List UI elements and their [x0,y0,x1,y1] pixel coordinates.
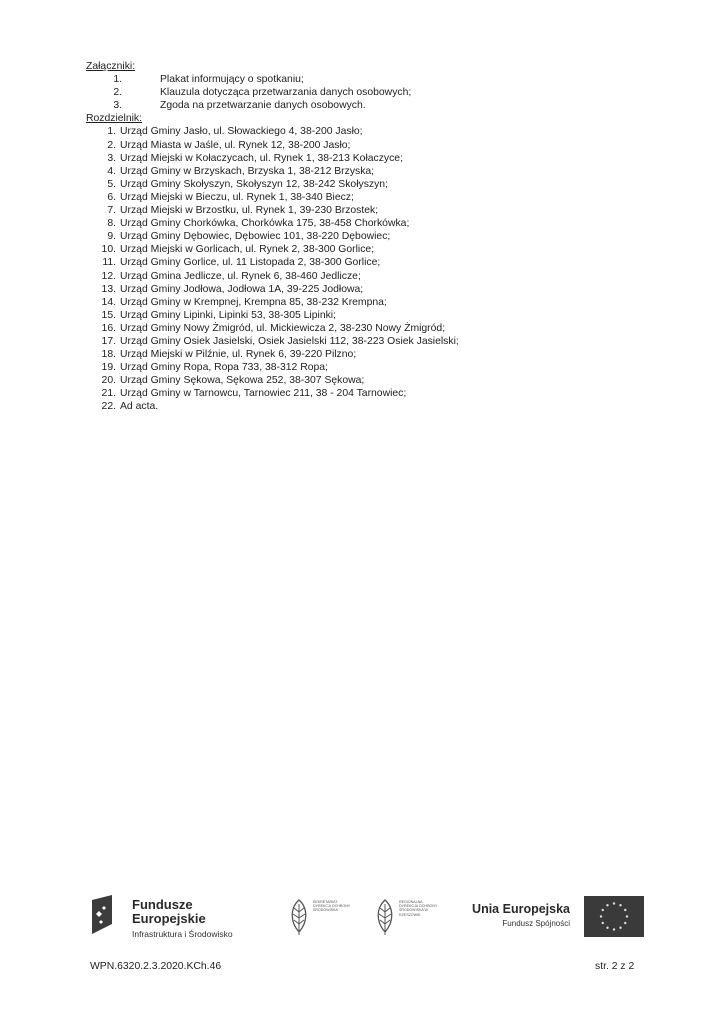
distribution-text: Urząd Miejski w Kołaczycach, ul. Rynek 1, 38-213 Kołaczyce; [120,152,403,164]
ue-subtitle: Fundusz Spójności [502,919,570,928]
attachment-text: Klauzula dotycząca przetwarzania danych osobowych; [160,87,412,99]
eu-star-icon [619,904,621,906]
distribution-text: Urząd Gminy w Brzyskach, Brzyska 1, 38-212 Brzyska; [120,165,375,177]
eu-star-icon [626,915,628,917]
distribution-text: Urząd Gminy Skołyszyn, Skołyszyn 12, 38-242 Skołyszyn; [120,178,388,190]
distribution-item [86,387,686,400]
distribution-item [86,400,686,413]
eu-star-icon [606,927,608,929]
page-number: str. 2 z 2 [595,961,635,972]
distribution-text: Ad acta. [120,401,159,413]
distribution-item [86,335,686,348]
unia-europejska-text [458,902,570,928]
distribution-item [86,152,686,165]
distribution-number: 11. [102,257,116,269]
leaf-icon [288,898,310,936]
distribution-text: Urząd Gminy Nowy Żmigród, ul. Mickiewicza 2, 38-230 Nowy Żmigród; [120,322,446,334]
footer-logos [0,890,725,950]
distribution-item [86,204,686,217]
distribution-number: 3. [107,152,116,164]
distribution-number: 5. [107,178,116,190]
eu-star-icon [602,909,604,911]
distribution-text: Urząd Gminy w Krempnej, Krempna 85, 38-232 Krempna; [120,296,387,308]
distribution-number: 6. [107,191,116,203]
attachment-number: 2. [113,87,122,99]
distribution-heading: Rozdzielnik: [86,113,143,125]
distribution-number: 2. [107,139,116,151]
ue-title: Unia Europejska [472,902,570,916]
eu-star-icon [619,927,621,929]
distribution-number: 8. [107,218,116,230]
attachments-heading: Załączniki: [86,61,136,72]
distribution-text: Urząd Miejski w Bieczu, ul. Rynek 1, 38-340 Biecz; [120,191,354,203]
distribution-text: Urząd Gminy Jasło, ul. Słowackiego 4, 38-200 Jasło; [120,126,363,138]
distribution-item [86,243,686,256]
distribution-number: 19. [101,362,116,374]
attachment-number: 1. [113,74,122,86]
distribution-number: 16. [101,322,116,334]
fundusze-title-line2: Europejskie [132,911,206,926]
leaf-icon [374,898,396,936]
distribution-item [86,296,686,309]
distribution-text: Urząd Gminy Osiek Jasielski, Osiek Jasielski 112, 38-223 Osiek Jasielski; [120,335,459,347]
distribution-item [86,230,686,243]
distribution-item [86,256,686,269]
distribution-item [86,374,686,387]
distribution-text: Urząd Gminy Lipinki, Lipinki 53, 38-305 Lipinki; [120,309,337,321]
rdos-logo-1-text: SEKRETARIAT DYREKCJI OCHRONY ŚRODOWISKA [313,900,351,913]
eu-star-icon [606,904,608,906]
distribution-number: 15. [101,309,116,321]
attachments-list [86,73,686,112]
attachment-text: Zgoda na przetwarzanie danych osobowych. [160,100,366,112]
distribution-text: Urząd Gminy Gorlice, ul. 11 Listopada 2, 38-300 Gorlice; [120,257,381,269]
distribution-number: 12. [101,270,116,282]
distribution-item [86,283,686,296]
rdos-logo-2 [374,898,438,941]
eu-star-icon [613,902,615,904]
distribution-number: 1. [107,126,116,138]
fundusze-title-line1: Fundusze [132,897,193,912]
distribution-text: Urząd Gminy Chorkówka, Chorkówka 175, 38-458 Chorkówka; [120,218,410,230]
distribution-text: Urząd Gmina Jedlicze, ul. Rynek 6, 38-460 Jedlicze; [120,270,361,282]
distribution-item [86,178,686,191]
distribution-number: 7. [107,205,116,217]
document-body [86,60,686,414]
document-reference: WPN.6320.2.3.2020.KCh.46 [90,961,222,972]
eu-flag-icon [584,896,644,937]
distribution-item [86,139,686,152]
distribution-item [86,361,686,374]
eu-star-icon [602,922,604,924]
attachment-item [86,86,686,99]
distribution-number: 18. [101,349,116,361]
distribution-item [86,165,686,178]
distribution-number: 22. [101,401,116,413]
distribution-item [86,348,686,361]
distribution-item [86,191,686,204]
distribution-list [86,125,686,413]
distribution-item [86,217,686,230]
rdos-logo-2-text: REGIONALNA DYREKCJA OCHRONY ŚRODOWISKA W RZESZOWIE [399,900,438,917]
eu-star-icon [600,915,602,917]
distribution-text: Urząd Gminy Dębowiec, Dębowiec 101, 38-220 Dębowiec; [120,231,391,243]
attachment-text: Plakat informujący o spotkaniu; [160,74,304,86]
attachment-number: 3. [113,100,122,112]
distribution-text: Urząd Gminy w Tarnowcu, Tarnowiec 211, 38 - 204 Tarnowiec; [120,388,407,400]
distribution-item [86,322,686,335]
eu-star-icon [613,928,615,930]
eu-star-icon [624,922,626,924]
distribution-number: 13. [101,283,116,295]
eu-star-icon [624,909,626,911]
distribution-item [86,270,686,283]
distribution-number: 14. [101,296,116,308]
distribution-number: 17. [101,335,116,347]
fundusze-europejskie-logo-icon [90,894,120,936]
fundusze-subtitle: Infrastruktura i Środowisko [132,929,233,939]
distribution-text: Urząd Gminy Ropa, Ropa 733, 38-312 Ropa; [120,362,328,374]
distribution-number: 20. [101,375,116,387]
distribution-number: 9. [107,231,116,243]
distribution-text: Urząd Miejski w Gorlicach, ul. Rynek 2, 38-300 Gorlice; [120,244,375,256]
attachment-item [86,99,686,112]
distribution-number: 4. [107,165,116,177]
distribution-item [86,125,686,138]
distribution-text: Urząd Miejski w Brzostku, ul. Rynek 1, 39-230 Brzostek; [120,205,379,217]
attachment-item [86,73,686,86]
distribution-text: Urząd Gminy Jodłowa, Jodłowa 1A, 39-225 Jodłowa; [120,283,364,295]
distribution-text: Urząd Miejski w Pilźnie, ul. Rynek 6, 39-220 Pilzno; [120,349,357,361]
distribution-number: 10. [101,244,116,256]
fundusze-europejskie-text [132,898,233,939]
distribution-item [86,309,686,322]
distribution-text: Urząd Gminy Sękowa, Sękowa 252, 38-307 Sękowa; [120,375,365,387]
rdos-logo-1 [288,898,351,941]
distribution-number: 21. [101,388,116,400]
distribution-text: Urząd Miasta w Jaśle, ul. Rynek 12, 38-200 Jasło; [120,139,351,151]
